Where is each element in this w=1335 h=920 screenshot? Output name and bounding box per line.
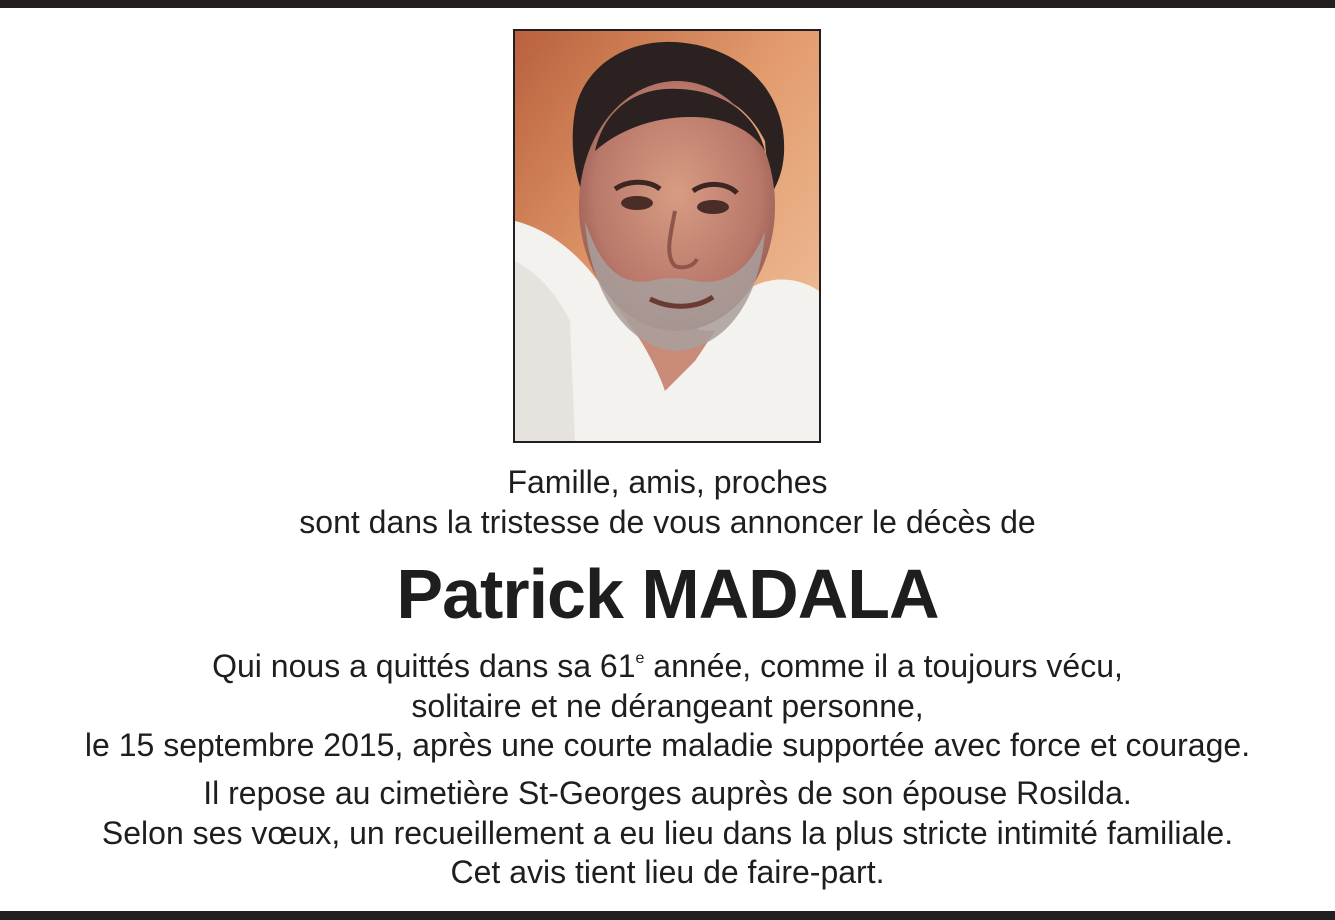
body-line-wishes: Selon ses vœux, un recueillement a eu lieu dans la plus stricte intimité familiale. <box>101 815 1234 851</box>
deceased-name: Patrick MADALA <box>396 555 939 633</box>
body-line-age-end: année, comme il a toujours vécu, <box>644 648 1123 684</box>
portrait-image <box>515 31 819 441</box>
intro-line-announcement: sont dans la tristesse de vous annoncer le décès de <box>299 504 1036 540</box>
top-border-rule <box>0 0 1335 8</box>
portrait-photo <box>513 29 821 443</box>
intro-line-family: Famille, amis, proches <box>507 464 828 500</box>
body-line-solitary: solitaire et ne dérangeant personne, <box>411 688 924 724</box>
body-line-date: le 15 septembre 2015, après une courte maladie supportée avec force et courage. <box>84 727 1251 763</box>
bottom-border-rule <box>0 911 1335 920</box>
ordinal-superscript: e <box>635 650 645 667</box>
body-line-age-start: Qui nous a quittés dans sa 61 <box>212 648 636 684</box>
body-line-faire-part: Cet avis tient lieu de faire-part. <box>450 854 885 890</box>
body-line-cemetery: Il repose au cimetière St-Georges auprès de son épouse Rosilda. <box>203 775 1132 811</box>
body-line-age <box>0 646 1335 686</box>
